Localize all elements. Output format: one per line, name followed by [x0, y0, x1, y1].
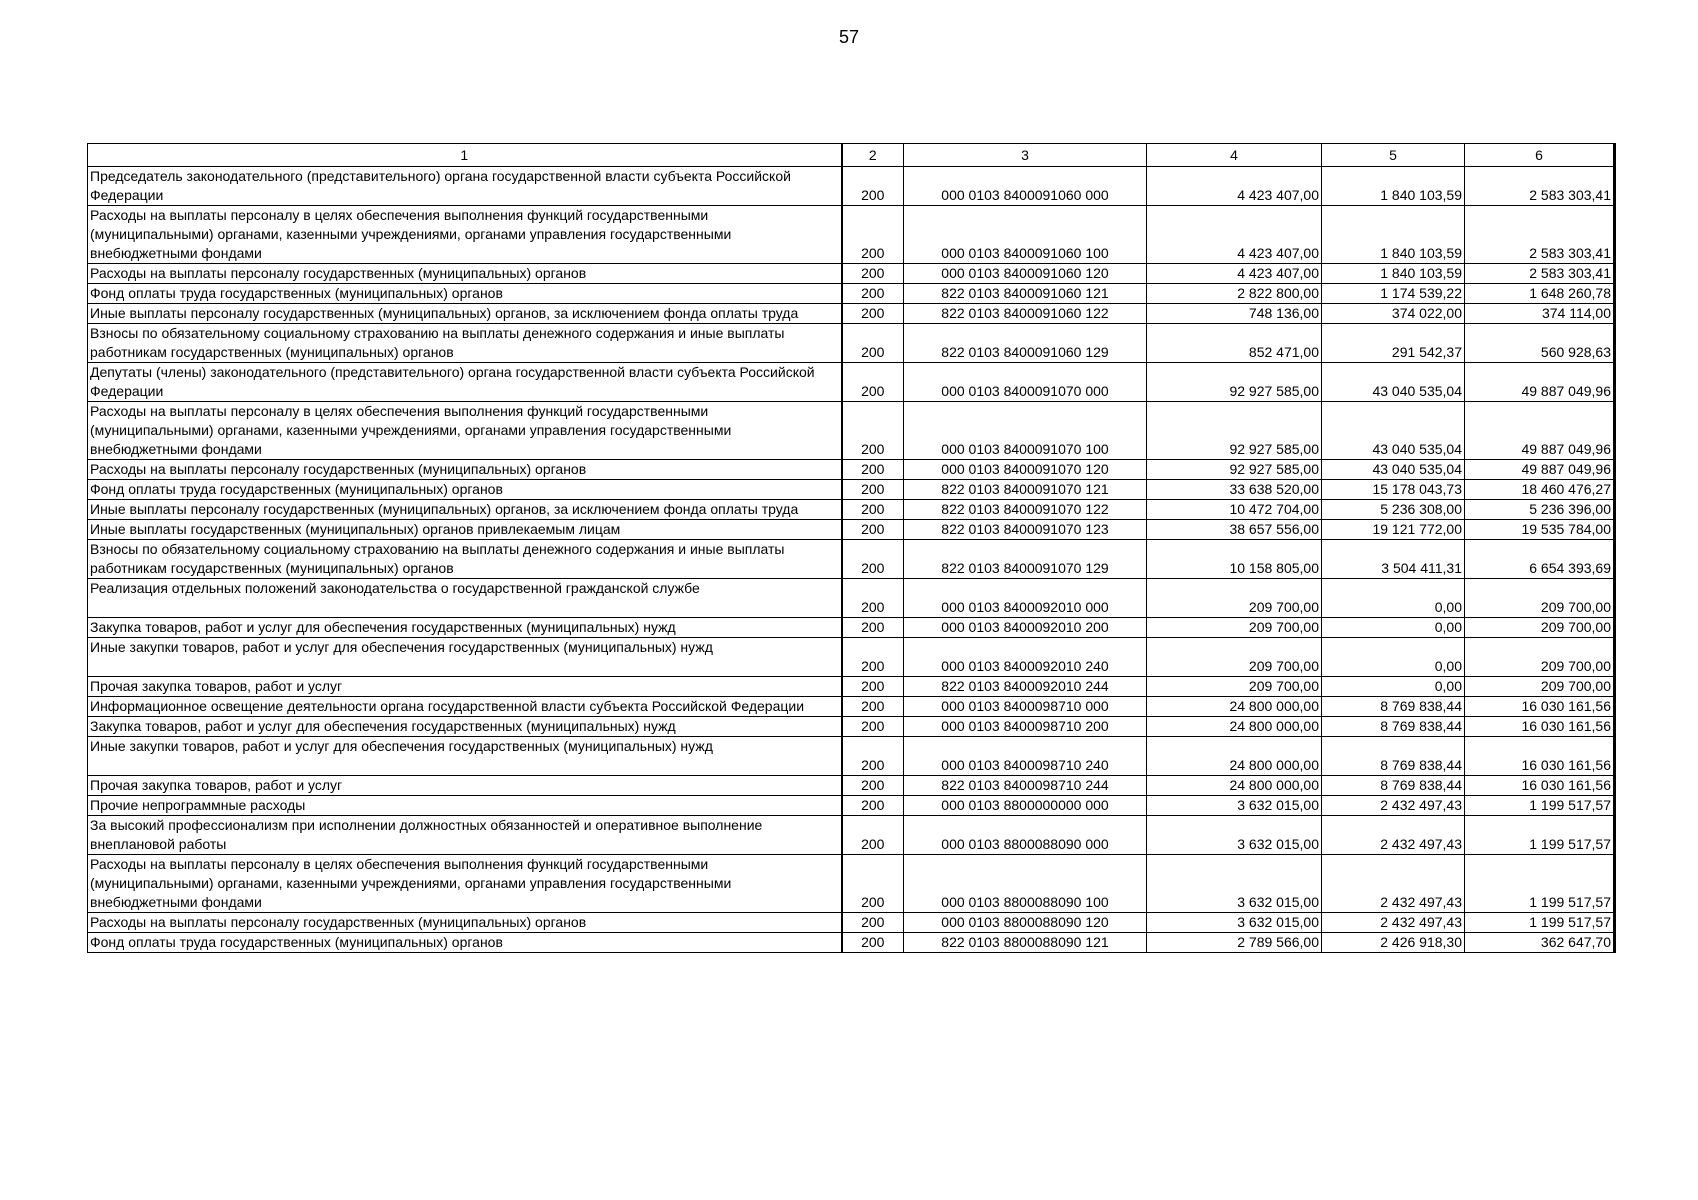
- budget-classification-code-cell: 000 0103 8400091060 120: [904, 264, 1147, 284]
- line-code-cell: 200: [842, 737, 904, 776]
- budget-classification-code-cell: 000 0103 8400091070 120: [904, 460, 1147, 480]
- unexecuted-amount-cell: 374 114,00: [1465, 304, 1615, 324]
- approved-amount-cell: 38 657 556,00: [1147, 520, 1322, 540]
- executed-amount-cell: 2 432 497,43: [1322, 816, 1465, 855]
- unexecuted-amount-cell: 49 887 049,96: [1465, 363, 1615, 402]
- budget-classification-code-cell: 822 0103 8400091070 123: [904, 520, 1147, 540]
- line-code-cell: 200: [842, 796, 904, 816]
- expense-name-cell: Фонд оплаты труда государственных (муниципальных) органов: [88, 480, 842, 500]
- expense-name-cell: Закупка товаров, работ и услуг для обеспечения государственных (муниципальных) нужд: [88, 717, 842, 737]
- approved-amount-cell: 4 423 407,00: [1147, 167, 1322, 206]
- expense-name-cell: За высокий профессионализм при исполнении должностных обязанностей и оперативное выполнение внеплановой работы: [88, 816, 842, 855]
- approved-amount-cell: 10 158 805,00: [1147, 540, 1322, 579]
- table-row: [88, 324, 1615, 363]
- budget-classification-code-cell: 000 0103 8400098710 240: [904, 737, 1147, 776]
- budget-classification-code-cell: 000 0103 8400091070 100: [904, 402, 1147, 460]
- unexecuted-amount-cell: 49 887 049,96: [1465, 402, 1615, 460]
- budget-classification-code-cell: 822 0103 8400092010 244: [904, 677, 1147, 697]
- line-code-cell: 200: [842, 717, 904, 737]
- table-row: [88, 402, 1615, 460]
- line-code-cell: 200: [842, 363, 904, 402]
- expense-name-cell: Расходы на выплаты персоналу государственных (муниципальных) органов: [88, 913, 842, 933]
- table-row: [88, 579, 1615, 618]
- expense-name-cell: Закупка товаров, работ и услуг для обеспечения государственных (муниципальных) нужд: [88, 618, 842, 638]
- expense-name-cell: Расходы на выплаты персоналу в целях обеспечения выполнения функций государственными (муниципальными) органами, казенными учреждениями, органами управления государственными внебюджетными фондами: [88, 855, 842, 913]
- approved-amount-cell: 92 927 585,00: [1147, 402, 1322, 460]
- approved-amount-cell: 3 632 015,00: [1147, 913, 1322, 933]
- unexecuted-amount-cell: 560 928,63: [1465, 324, 1615, 363]
- line-code-cell: 200: [842, 677, 904, 697]
- executed-amount-cell: 0,00: [1322, 579, 1465, 618]
- budget-classification-code-cell: 822 0103 8400091060 121: [904, 284, 1147, 304]
- unexecuted-amount-cell: 19 535 784,00: [1465, 520, 1615, 540]
- unexecuted-amount-cell: 2 583 303,41: [1465, 264, 1615, 284]
- table-row: [88, 737, 1615, 776]
- line-code-cell: 200: [842, 324, 904, 363]
- executed-amount-cell: 8 769 838,44: [1322, 737, 1465, 776]
- unexecuted-amount-cell: 16 030 161,56: [1465, 697, 1615, 717]
- expense-name-cell: Прочие непрограммные расходы: [88, 796, 842, 816]
- approved-amount-cell: 2 822 800,00: [1147, 284, 1322, 304]
- executed-amount-cell: 1 840 103,59: [1322, 206, 1465, 264]
- expense-name-cell: Взносы по обязательному социальному страхованию на выплаты денежного содержания и иные выплаты работникам государственных (муниципальных) органов: [88, 540, 842, 579]
- table-row: [88, 264, 1615, 284]
- expense-name-cell: Иные закупки товаров, работ и услуг для обеспечения государственных (муниципальных) нужд: [88, 737, 842, 776]
- executed-amount-cell: 43 040 535,04: [1322, 402, 1465, 460]
- budget-classification-code-cell: 000 0103 8400092010 240: [904, 638, 1147, 677]
- column-header: 4: [1147, 144, 1322, 167]
- expense-name-cell: Прочая закупка товаров, работ и услуг: [88, 677, 842, 697]
- expense-name-cell: Председатель законодательного (представительного) органа государственной власти субъекта Российской Федерации: [88, 167, 842, 206]
- budget-classification-code-cell: 000 0103 8400098710 000: [904, 697, 1147, 717]
- expense-name-cell: Расходы на выплаты персоналу в целях обеспечения выполнения функций государственными (муниципальными) органами, казенными учреждениями, органами управления государственными внебюджетными фондами: [88, 402, 842, 460]
- budget-classification-code-cell: 000 0103 8400092010 000: [904, 579, 1147, 618]
- line-code-cell: 200: [842, 206, 904, 264]
- table-row: [88, 304, 1615, 324]
- approved-amount-cell: 92 927 585,00: [1147, 460, 1322, 480]
- expense-name-cell: Прочая закупка товаров, работ и услуг: [88, 776, 842, 796]
- approved-amount-cell: 24 800 000,00: [1147, 737, 1322, 776]
- budget-classification-code-cell: 000 0103 8400098710 200: [904, 717, 1147, 737]
- table-row: [88, 796, 1615, 816]
- table-row: [88, 933, 1615, 953]
- table-row: [88, 480, 1615, 500]
- table-row: [88, 618, 1615, 638]
- expense-name-cell: Иные выплаты персоналу государственных (муниципальных) органов, за исключением фонда оплаты труда: [88, 500, 842, 520]
- executed-amount-cell: 1 174 539,22: [1322, 284, 1465, 304]
- line-code-cell: 200: [842, 402, 904, 460]
- expense-name-cell: Иные закупки товаров, работ и услуг для обеспечения государственных (муниципальных) нужд: [88, 638, 842, 677]
- approved-amount-cell: 2 789 566,00: [1147, 933, 1322, 953]
- unexecuted-amount-cell: 6 654 393,69: [1465, 540, 1615, 579]
- executed-amount-cell: 8 769 838,44: [1322, 697, 1465, 717]
- table-row: [88, 717, 1615, 737]
- table-row: [88, 167, 1615, 206]
- column-header: 5: [1322, 144, 1465, 167]
- unexecuted-amount-cell: 1 199 517,57: [1465, 913, 1615, 933]
- unexecuted-amount-cell: 2 583 303,41: [1465, 167, 1615, 206]
- line-code-cell: 200: [842, 638, 904, 677]
- budget-classification-code-cell: 822 0103 8400098710 244: [904, 776, 1147, 796]
- table-row: [88, 206, 1615, 264]
- budget-classification-code-cell: 822 0103 8400091070 122: [904, 500, 1147, 520]
- approved-amount-cell: 92 927 585,00: [1147, 363, 1322, 402]
- executed-amount-cell: 8 769 838,44: [1322, 717, 1465, 737]
- executed-amount-cell: 374 022,00: [1322, 304, 1465, 324]
- expense-name-cell: Фонд оплаты труда государственных (муниципальных) органов: [88, 933, 842, 953]
- budget-execution-table: [87, 143, 1616, 953]
- unexecuted-amount-cell: 209 700,00: [1465, 677, 1615, 697]
- expense-name-cell: Депутаты (члены) законодательного (представительного) органа государственной власти субъекта Российской Федерации: [88, 363, 842, 402]
- budget-classification-code-cell: 000 0103 8800000000 000: [904, 796, 1147, 816]
- executed-amount-cell: 19 121 772,00: [1322, 520, 1465, 540]
- expense-name-cell: Информационное освещение деятельности органа государственной власти субъекта Российской Федерации: [88, 697, 842, 717]
- executed-amount-cell: 8 769 838,44: [1322, 776, 1465, 796]
- executed-amount-cell: 0,00: [1322, 618, 1465, 638]
- unexecuted-amount-cell: 18 460 476,27: [1465, 480, 1615, 500]
- budget-classification-code-cell: 000 0103 8400091070 000: [904, 363, 1147, 402]
- budget-classification-code-cell: 822 0103 8800088090 121: [904, 933, 1147, 953]
- column-header: 3: [904, 144, 1147, 167]
- line-code-cell: 200: [842, 913, 904, 933]
- budget-classification-code-cell: 822 0103 8400091060 122: [904, 304, 1147, 324]
- approved-amount-cell: 852 471,00: [1147, 324, 1322, 363]
- unexecuted-amount-cell: 1 199 517,57: [1465, 816, 1615, 855]
- approved-amount-cell: 24 800 000,00: [1147, 697, 1322, 717]
- unexecuted-amount-cell: 49 887 049,96: [1465, 460, 1615, 480]
- unexecuted-amount-cell: 209 700,00: [1465, 579, 1615, 618]
- budget-classification-code-cell: 000 0103 8800088090 000: [904, 816, 1147, 855]
- approved-amount-cell: 4 423 407,00: [1147, 206, 1322, 264]
- column-number-row: [88, 144, 1615, 167]
- unexecuted-amount-cell: 16 030 161,56: [1465, 737, 1615, 776]
- budget-classification-code-cell: 000 0103 8400091060 000: [904, 167, 1147, 206]
- table-row: [88, 855, 1615, 913]
- approved-amount-cell: 209 700,00: [1147, 677, 1322, 697]
- budget-classification-code-cell: 000 0103 8800088090 120: [904, 913, 1147, 933]
- column-header: 2: [842, 144, 904, 167]
- table-row: [88, 697, 1615, 717]
- executed-amount-cell: 0,00: [1322, 677, 1465, 697]
- unexecuted-amount-cell: 16 030 161,56: [1465, 717, 1615, 737]
- executed-amount-cell: 0,00: [1322, 638, 1465, 677]
- table-row: [88, 776, 1615, 796]
- table-row: [88, 816, 1615, 855]
- expense-name-cell: Иные выплаты государственных (муниципальных) органов привлекаемым лицам: [88, 520, 842, 540]
- executed-amount-cell: 2 432 497,43: [1322, 796, 1465, 816]
- approved-amount-cell: 33 638 520,00: [1147, 480, 1322, 500]
- executed-amount-cell: 291 542,37: [1322, 324, 1465, 363]
- line-code-cell: 200: [842, 816, 904, 855]
- table-row: [88, 284, 1615, 304]
- approved-amount-cell: 209 700,00: [1147, 618, 1322, 638]
- line-code-cell: 200: [842, 579, 904, 618]
- table-row: [88, 363, 1615, 402]
- executed-amount-cell: 2 426 918,30: [1322, 933, 1465, 953]
- executed-amount-cell: 5 236 308,00: [1322, 500, 1465, 520]
- executed-amount-cell: 2 432 497,43: [1322, 913, 1465, 933]
- line-code-cell: 200: [842, 167, 904, 206]
- line-code-cell: 200: [842, 933, 904, 953]
- approved-amount-cell: 3 632 015,00: [1147, 855, 1322, 913]
- unexecuted-amount-cell: 16 030 161,56: [1465, 776, 1615, 796]
- approved-amount-cell: 209 700,00: [1147, 638, 1322, 677]
- budget-classification-code-cell: 822 0103 8400091070 129: [904, 540, 1147, 579]
- expense-name-cell: Взносы по обязательному социальному страхованию на выплаты денежного содержания и иные выплаты работникам государственных (муниципальных) органов: [88, 324, 842, 363]
- budget-classification-code-cell: 822 0103 8400091060 129: [904, 324, 1147, 363]
- approved-amount-cell: 10 472 704,00: [1147, 500, 1322, 520]
- approved-amount-cell: 748 136,00: [1147, 304, 1322, 324]
- table-row: [88, 520, 1615, 540]
- table-row: [88, 638, 1615, 677]
- expense-name-cell: Реализация отдельных положений законодательства о государственной гражданской службе: [88, 579, 842, 618]
- unexecuted-amount-cell: 209 700,00: [1465, 638, 1615, 677]
- table-row: [88, 540, 1615, 579]
- budget-classification-code-cell: 000 0103 8400092010 200: [904, 618, 1147, 638]
- line-code-cell: 200: [842, 697, 904, 717]
- table-row: [88, 913, 1615, 933]
- unexecuted-amount-cell: 1 648 260,78: [1465, 284, 1615, 304]
- line-code-cell: 200: [842, 460, 904, 480]
- unexecuted-amount-cell: 1 199 517,57: [1465, 855, 1615, 913]
- approved-amount-cell: 3 632 015,00: [1147, 796, 1322, 816]
- line-code-cell: 200: [842, 618, 904, 638]
- line-code-cell: 200: [842, 520, 904, 540]
- unexecuted-amount-cell: 362 647,70: [1465, 933, 1615, 953]
- approved-amount-cell: 209 700,00: [1147, 579, 1322, 618]
- column-header: 6: [1465, 144, 1615, 167]
- executed-amount-cell: 1 840 103,59: [1322, 167, 1465, 206]
- line-code-cell: 200: [842, 480, 904, 500]
- line-code-cell: 200: [842, 264, 904, 284]
- line-code-cell: 200: [842, 855, 904, 913]
- column-header: 1: [88, 144, 842, 167]
- expense-name-cell: Фонд оплаты труда государственных (муниципальных) органов: [88, 284, 842, 304]
- line-code-cell: 200: [842, 776, 904, 796]
- executed-amount-cell: 2 432 497,43: [1322, 855, 1465, 913]
- page-number: 57: [838, 27, 860, 47]
- approved-amount-cell: 3 632 015,00: [1147, 816, 1322, 855]
- unexecuted-amount-cell: 1 199 517,57: [1465, 796, 1615, 816]
- budget-classification-code-cell: 000 0103 8800088090 100: [904, 855, 1147, 913]
- line-code-cell: 200: [842, 500, 904, 520]
- approved-amount-cell: 24 800 000,00: [1147, 776, 1322, 796]
- executed-amount-cell: 3 504 411,31: [1322, 540, 1465, 579]
- table-row: [88, 460, 1615, 480]
- expense-name-cell: Расходы на выплаты персоналу государственных (муниципальных) органов: [88, 264, 842, 284]
- line-code-cell: 200: [842, 304, 904, 324]
- budget-classification-code-cell: 000 0103 8400091060 100: [904, 206, 1147, 264]
- approved-amount-cell: 4 423 407,00: [1147, 264, 1322, 284]
- expense-name-cell: Расходы на выплаты персоналу в целях обеспечения выполнения функций государственными (муниципальными) органами, казенными учреждениями, органами управления государственными внебюджетными фондами: [88, 206, 842, 264]
- line-code-cell: 200: [842, 540, 904, 579]
- executed-amount-cell: 1 840 103,59: [1322, 264, 1465, 284]
- budget-classification-code-cell: 822 0103 8400091070 121: [904, 480, 1147, 500]
- line-code-cell: 200: [842, 284, 904, 304]
- approved-amount-cell: 24 800 000,00: [1147, 717, 1322, 737]
- executed-amount-cell: 43 040 535,04: [1322, 363, 1465, 402]
- unexecuted-amount-cell: 2 583 303,41: [1465, 206, 1615, 264]
- executed-amount-cell: 43 040 535,04: [1322, 460, 1465, 480]
- expense-name-cell: Расходы на выплаты персоналу государственных (муниципальных) органов: [88, 460, 842, 480]
- unexecuted-amount-cell: 209 700,00: [1465, 618, 1615, 638]
- executed-amount-cell: 15 178 043,73: [1322, 480, 1465, 500]
- table-row: [88, 677, 1615, 697]
- unexecuted-amount-cell: 5 236 396,00: [1465, 500, 1615, 520]
- expense-name-cell: Иные выплаты персоналу государственных (муниципальных) органов, за исключением фонда оплаты труда: [88, 304, 842, 324]
- table-row: [88, 500, 1615, 520]
